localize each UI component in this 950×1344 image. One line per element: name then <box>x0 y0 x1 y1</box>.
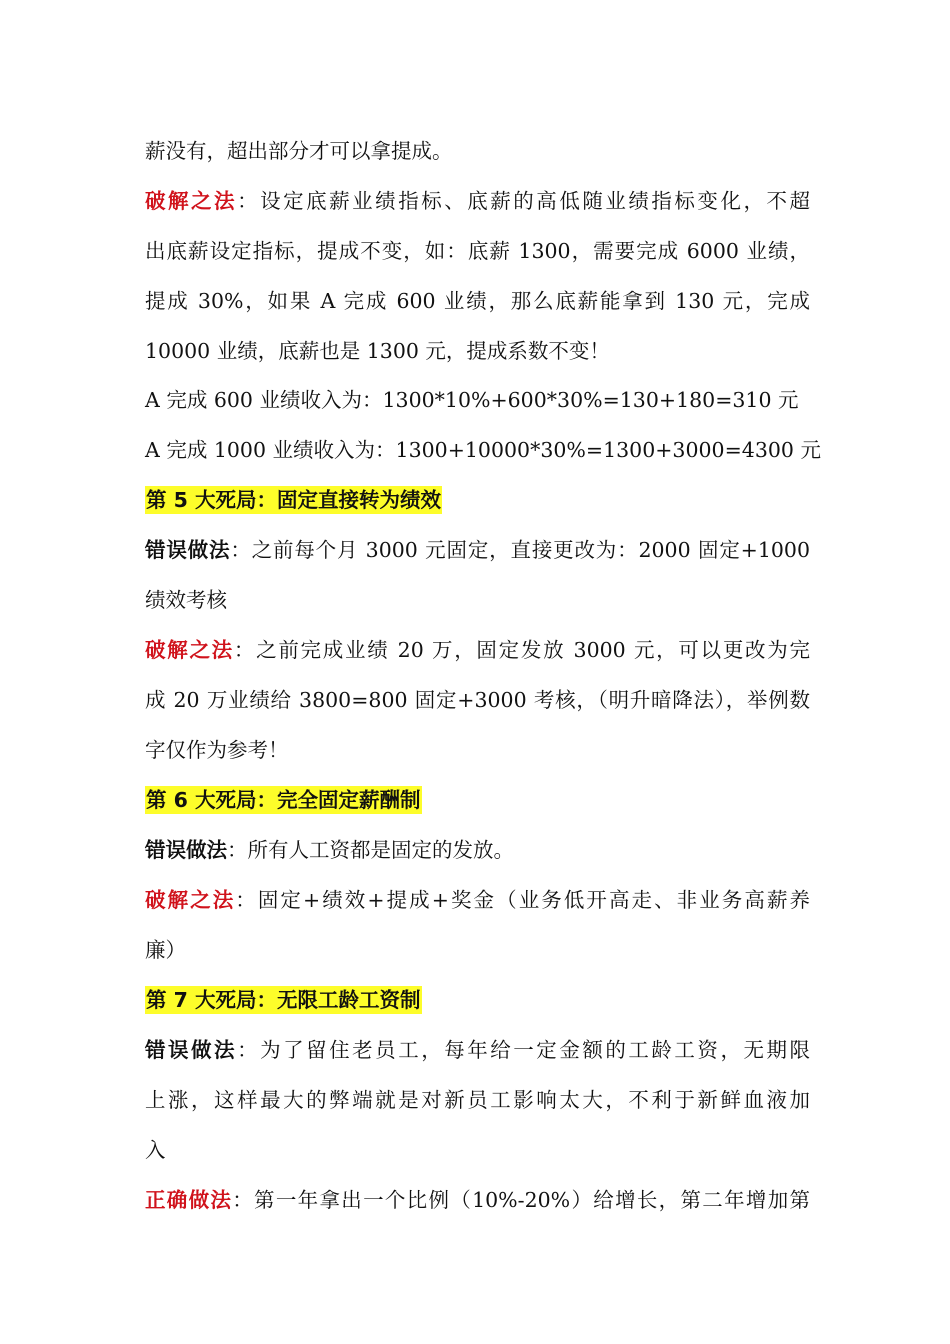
text-line: 错误做法：所有人工资都是固定的发放。 <box>145 838 514 862</box>
section-heading: 第 7 大死局：无限工龄工资制 <box>146 988 421 1012</box>
text-line: 破解之法：固定+绩效+提成+奖金（业务低开高走、非业务高薪养 <box>145 888 811 912</box>
text-line: 出底薪设定指标，提成不变，如：底薪 1300，需要完成 6000 业绩， <box>145 239 810 263</box>
text-line: 破解之法：设定底薪业绩指标、底薪的高低随业绩指标变化，不超 <box>145 189 811 213</box>
text-line: 上涨，这样最大的弊端就是对新员工影响太大，不利于新鲜血液加 <box>145 1088 810 1112</box>
text-line: 提成 30%，如果 A 完成 600 业绩，那么底薪能拿到 130 元，完成 <box>145 289 810 313</box>
line-label: 错误做法 <box>145 538 231 562</box>
text-line: 绩效考核 <box>145 588 227 612</box>
text-line: 薪没有，超出部分才可以拿提成。 <box>145 139 453 163</box>
text-line: 正确做法：第一年拿出一个比例（10%-20%）给增长，第二年增加第 <box>145 1188 811 1212</box>
text-line: 成 20 万业绩给 3800=800 固定+3000 考核，（明升暗降法），举例数 <box>145 688 810 712</box>
text-line: 错误做法：为了留住老员工，每年给一定金额的工龄工资，无期限 <box>145 1038 811 1062</box>
text-line: A 完成 1000 业绩收入为：1300+10000*30%=1300+3000=4300 元 <box>145 438 821 462</box>
text-line: 破解之法：之前完成业绩 20 万，固定发放 3000 元，可以更改为完 <box>145 638 811 662</box>
text-line: 入 <box>145 1138 166 1162</box>
section-heading: 第 5 大死局：固定直接转为绩效 <box>146 488 442 512</box>
line-label: 正确做法 <box>145 1188 233 1212</box>
line-label: 破解之法 <box>145 189 238 213</box>
section-heading: 第 6 大死局：完全固定薪酬制 <box>146 788 421 812</box>
text-line: 字仅作为参考！ <box>145 738 289 762</box>
text-line: A 完成 600 业绩收入为：1300*10%+600*30%=130+180=310 元 <box>145 388 799 412</box>
text-line: 10000 业绩，底薪也是 1300 元，提成系数不变！ <box>145 339 610 363</box>
line-label: 破解之法 <box>145 888 236 912</box>
text-line: 错误做法：之前每个月 3000 元固定，直接更改为：2000 固定+1000 <box>145 538 810 562</box>
text-line: 廉） <box>145 938 186 962</box>
line-label: 破解之法 <box>145 638 234 662</box>
line-label: 错误做法 <box>145 838 227 862</box>
line-label: 错误做法 <box>145 1038 238 1062</box>
